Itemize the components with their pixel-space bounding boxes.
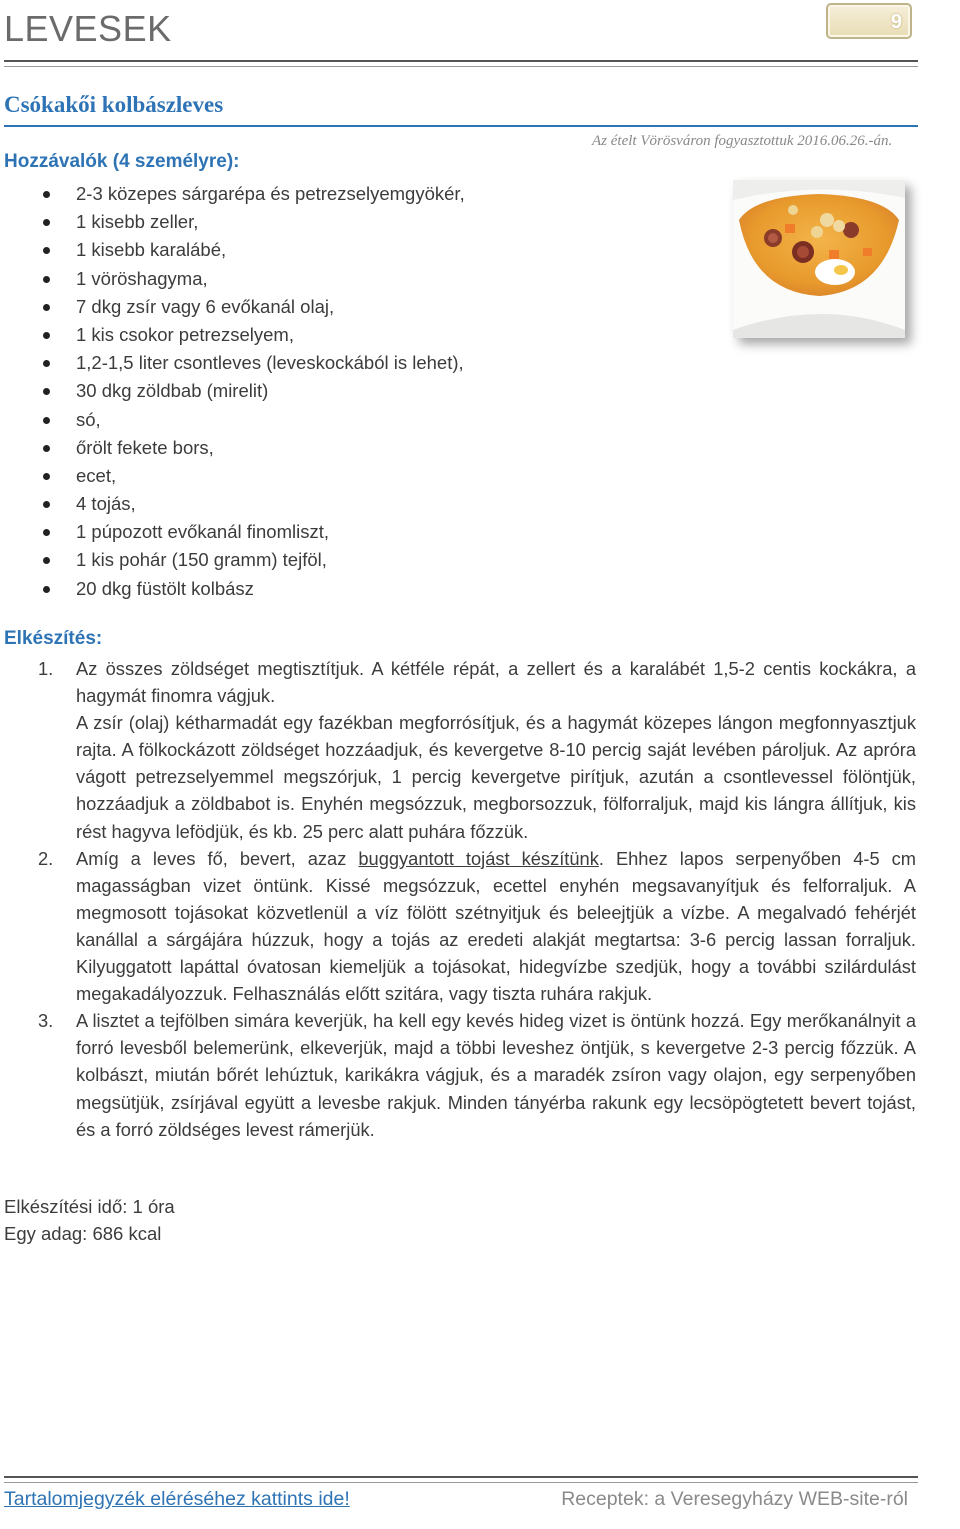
step-number: 3. (38, 1010, 54, 1032)
preparation-heading: Elkészítés: (4, 628, 103, 649)
list-item: 4 tojás, (0, 490, 465, 518)
bullet-icon (43, 557, 50, 564)
list-item: 1 kis pohár (150 gramm) tejföl, (0, 546, 465, 574)
bullet-icon (43, 191, 50, 198)
list-item: 1 kis csokor petrezselyem, (0, 321, 465, 349)
bullet-icon (43, 388, 50, 395)
preparation-steps (4, 655, 916, 1143)
list-item: só, (0, 406, 465, 434)
list-item: 7 dkg zsír vagy 6 evőkanál olaj, (0, 293, 465, 321)
header-divider (4, 60, 918, 67)
step-text: Amíg a leves fő, bevert, azaz buggyantott tojást készítünk. Ehhez lapos serpenyőben 4-5 cm magasságban vizet öntünk. Kissé megsózzuk, ecettel enyhén megsavanyítjuk és felforraljuk. A megmosott tojásokat közvetlenül a víz fölött szétnyitjuk és beleejtjük a vízbe. A megalvadó fehérjét kanállal a sárgájára húzzuk, hogy a tojás az eredeti alakját megtartsa: 3-6 percig lassan forraljuk. Kilyuggatott lapáttal óvatosan kiemeljük a tojásokat, hidegvízbe szedjük, hogy a további szilárdulást megakadályozzuk. Felhasználás előtt szitára, vagy tiszta ruhára rakjuk. (76, 847, 916, 1005)
prep-time: Elkészítési idő: 1 óra (4, 1196, 175, 1217)
bullet-icon (43, 473, 50, 480)
ingredients-list (0, 180, 465, 603)
list-item: 1 púpozott evőkanál finomliszt, (0, 518, 465, 546)
list-item: 30 dkg zöldbab (mirelit) (0, 377, 465, 405)
section-title: LEVESEK (4, 8, 172, 49)
list-item: 1 kisebb zeller, (0, 208, 465, 236)
list-item: ecet, (0, 462, 465, 490)
list-item: őrölt fekete bors, (0, 434, 465, 462)
poached-egg-link[interactable]: buggyantott tojást készítünk (358, 847, 599, 869)
ingredients-heading: Hozzávalók (4 személyre): (4, 151, 240, 172)
page-number-badge: 9 (826, 3, 912, 39)
list-item: 1 kisebb karalábé, (0, 236, 465, 264)
list-item: 20 dkg füstölt kolbász (0, 575, 465, 603)
list-item: 1,2-1,5 liter csontleves (leveskockából is lehet), (0, 349, 465, 377)
step-3 (4, 1007, 916, 1142)
bullet-icon (43, 360, 50, 367)
bullet-icon (43, 586, 50, 593)
recipe-title: Csókakői kolbászleves (4, 92, 224, 117)
bullet-icon (43, 247, 50, 254)
bullet-icon (43, 445, 50, 452)
table-of-contents-link[interactable]: Tartalomjegyzék eléréséhez kattints ide! (4, 1488, 350, 1510)
step-text: A zsír (olaj) kétharmadát egy fazékban megforrósítjuk, és a hagymát közepes lángon megfonnyasztjuk rajta. A fölkockázott zöldséget hozzáadjuk, és kevergetve 8-10 percig saját levében pároljuk. Az apróra vágott petrezselyemmel megszórjuk, 1 percig kevergetve pirítjuk, azután a csontlevessel fölöntjük, hozzáadjuk a zöldbabot is. Enyhén megsózzuk, megborsozzuk, fölforraljuk, majd kis lángra állítjuk, kis rést hagyva lefödjük, és kb. 25 perc alatt puhára főzzük. (76, 712, 916, 842)
step-2 (4, 845, 916, 1008)
step-number: 2. (38, 847, 54, 869)
soup-photo (733, 180, 905, 338)
list-item: 1 vöröshagyma, (0, 265, 465, 293)
step-text: Az összes zöldséget megtisztítjuk. A kétféle répát, a zellert és a karalábét 1,5-2 centis kockákra, a hagymát finomra vágjuk. (76, 658, 916, 707)
bullet-icon (43, 276, 50, 283)
title-divider (4, 125, 918, 127)
step-1 (4, 655, 916, 845)
soup-bowl-illustration (733, 180, 905, 338)
bullet-icon (43, 304, 50, 311)
bullet-icon (43, 332, 50, 339)
list-item: 2-3 közepes sárgarépa és petrezselyemgyökér, (0, 180, 465, 208)
bullet-icon (43, 501, 50, 508)
source-note: Receptek: a Veresegyházy WEB-site-ról (561, 1488, 908, 1510)
portion-calories: Egy adag: 686 kcal (4, 1223, 162, 1244)
footer-divider (4, 1476, 918, 1483)
bullet-icon (43, 529, 50, 536)
bullet-icon (43, 417, 50, 424)
bullet-icon (43, 219, 50, 226)
step-text: A lisztet a tejfölben simára keverjük, ha kell egy kevés hideg vizet is öntünk hozzá. Egy merőkanálnyit a forró levesből belemerünk, elkeverjük, majd a többi leveshez öntjük, s kevergetve 2-3 percig főzzük. A kolbászt, miután bőrét lehúztuk, karikákra vágjuk, és a maradék zsíron vagy olajon, egy serpenyőben megsütjük, zsírjával együtt a levesbe rakjuk. Minden tányérba rakunk egy lecsöpögtetett bevert tojást, és a forró zöldséges levest rámerjük. (76, 1010, 916, 1140)
photo-caption: Az ételt Vörösváron fogyasztottuk 2016.06.26.-án. (592, 133, 893, 149)
step-number: 1. (38, 658, 54, 679)
